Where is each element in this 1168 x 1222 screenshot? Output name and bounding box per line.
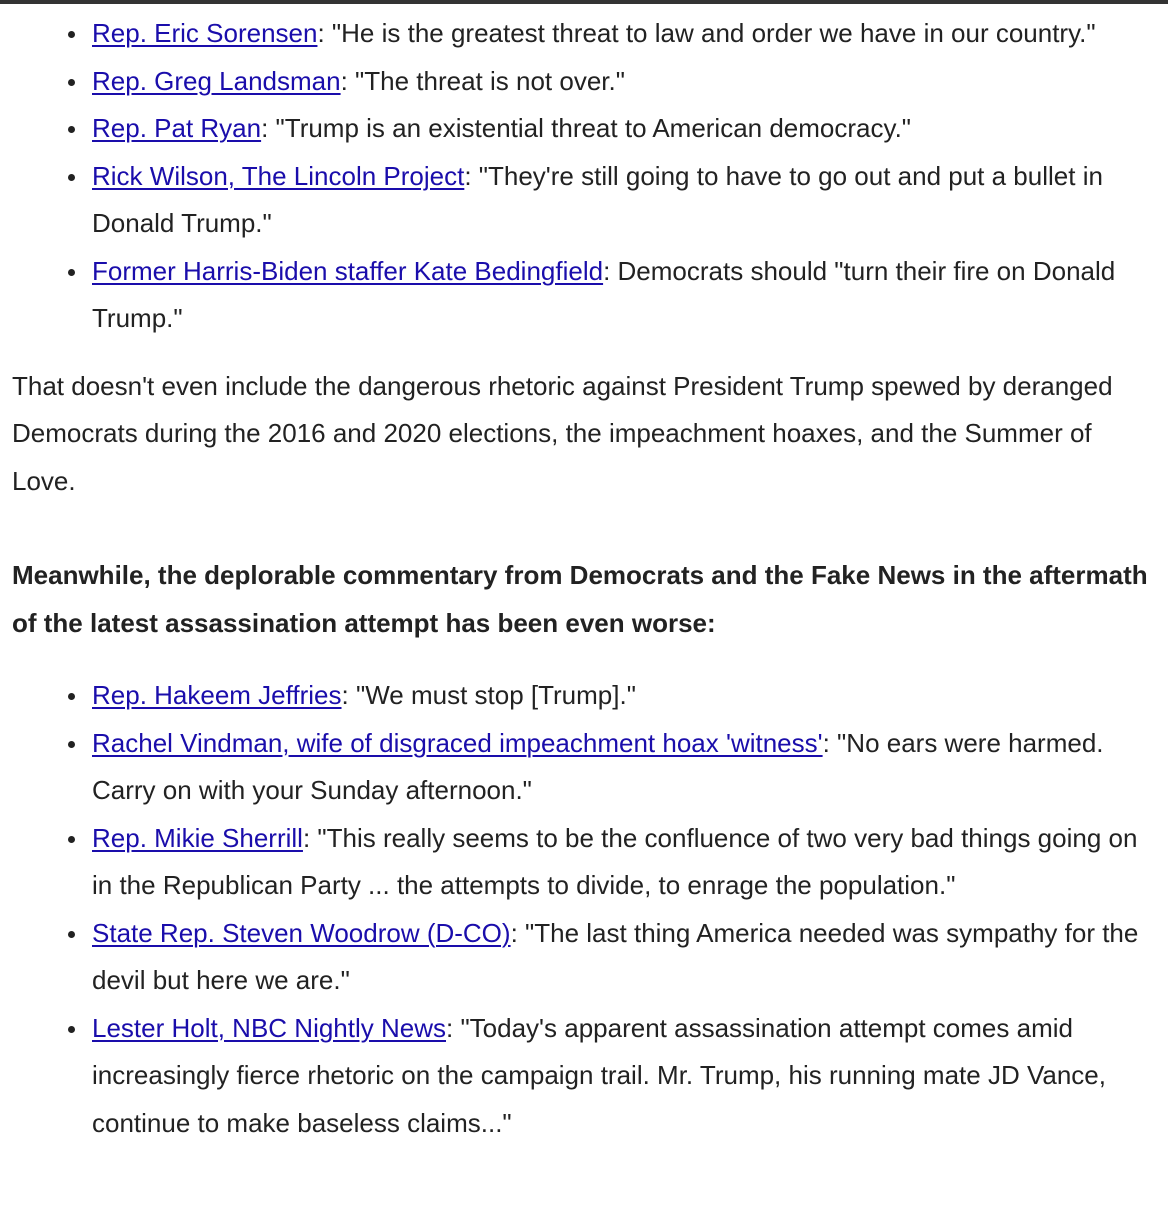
list-item [92, 153, 1162, 248]
quote-text: : "Today's apparent assassination attempt comes amid increasingly fierce rhetoric on the campaign trail. Mr. Trump, his running mate JD Vance, continue to make baseless claims..." [92, 1012, 1106, 1138]
quote-text: : "They're still going to have to go out and put a bullet in Donald Trump." [92, 160, 1103, 238]
quote-text: : "The threat is not over." [340, 65, 625, 96]
quote-text: : "Trump is an existential threat to American democracy." [261, 113, 912, 143]
list-item [92, 815, 1162, 910]
quote-text: : "We must stop [Trump]." [341, 680, 636, 710]
quote-text: : "No ears were harmed. Carry on with your Sunday afternoon." [92, 727, 1104, 805]
article-content [12, 10, 1162, 1147]
list-item [92, 720, 1162, 815]
list-item [92, 910, 1162, 1005]
link-steven-woodrow[interactable]: State Rep. Steven Woodrow (D-CO) [92, 917, 511, 948]
link-mikie-sherrill[interactable]: Rep. Mikie Sherrill [92, 822, 303, 853]
list-item [92, 248, 1162, 343]
link-greg-landsman[interactable]: Rep. Greg Landsman [92, 65, 341, 96]
link-kate-bedingfield[interactable]: Former Harris-Biden staffer Kate Bedingfield [92, 255, 604, 286]
list-item [92, 105, 1162, 153]
quote-text: : "The last thing America needed was sympathy for the devil but here we are." [92, 917, 1139, 995]
quote-list-latest [12, 672, 1162, 1147]
list-item [92, 1005, 1162, 1148]
link-pat-ryan[interactable]: Rep. Pat Ryan [92, 113, 262, 143]
link-eric-sorensen[interactable]: Rep. Eric Sorensen [92, 18, 318, 48]
quote-text: : "This really seems to be the confluence of two very bad things going on in the Republican Party ... the attempts to divide, to enrage the population." [92, 822, 1138, 900]
link-lester-holt[interactable]: Lester Holt, NBC Nightly News [92, 1012, 446, 1043]
quote-text: : "He is the greatest threat to law and order we have in our country." [317, 18, 1096, 48]
link-hakeem-jeffries[interactable]: Rep. Hakeem Jeffries [92, 680, 342, 710]
link-rick-wilson[interactable]: Rick Wilson, The Lincoln Project [92, 160, 465, 191]
list-item [92, 58, 1162, 106]
bold-intro-paragraph: Meanwhile, the deplorable commentary from Democrats and the Fake News in the aftermath of the latest assassination attempt has been even worse: [12, 560, 1148, 638]
list-item [92, 10, 1162, 58]
quote-text: : Democrats should "turn their fire on Donald Trump." [92, 255, 1116, 333]
list-item [92, 672, 1162, 720]
top-border [0, 0, 1168, 4]
link-rachel-vindman[interactable]: Rachel Vindman, wife of disgraced impeachment hoax 'witness' [92, 727, 823, 758]
quote-list-prior [12, 10, 1162, 343]
body-paragraph: That doesn't even include the dangerous rhetoric against President Trump spewed by deranged Democrats during the 2016 and 2020 elections, the impeachment hoaxes, and the Summer of Love. [12, 370, 1113, 496]
